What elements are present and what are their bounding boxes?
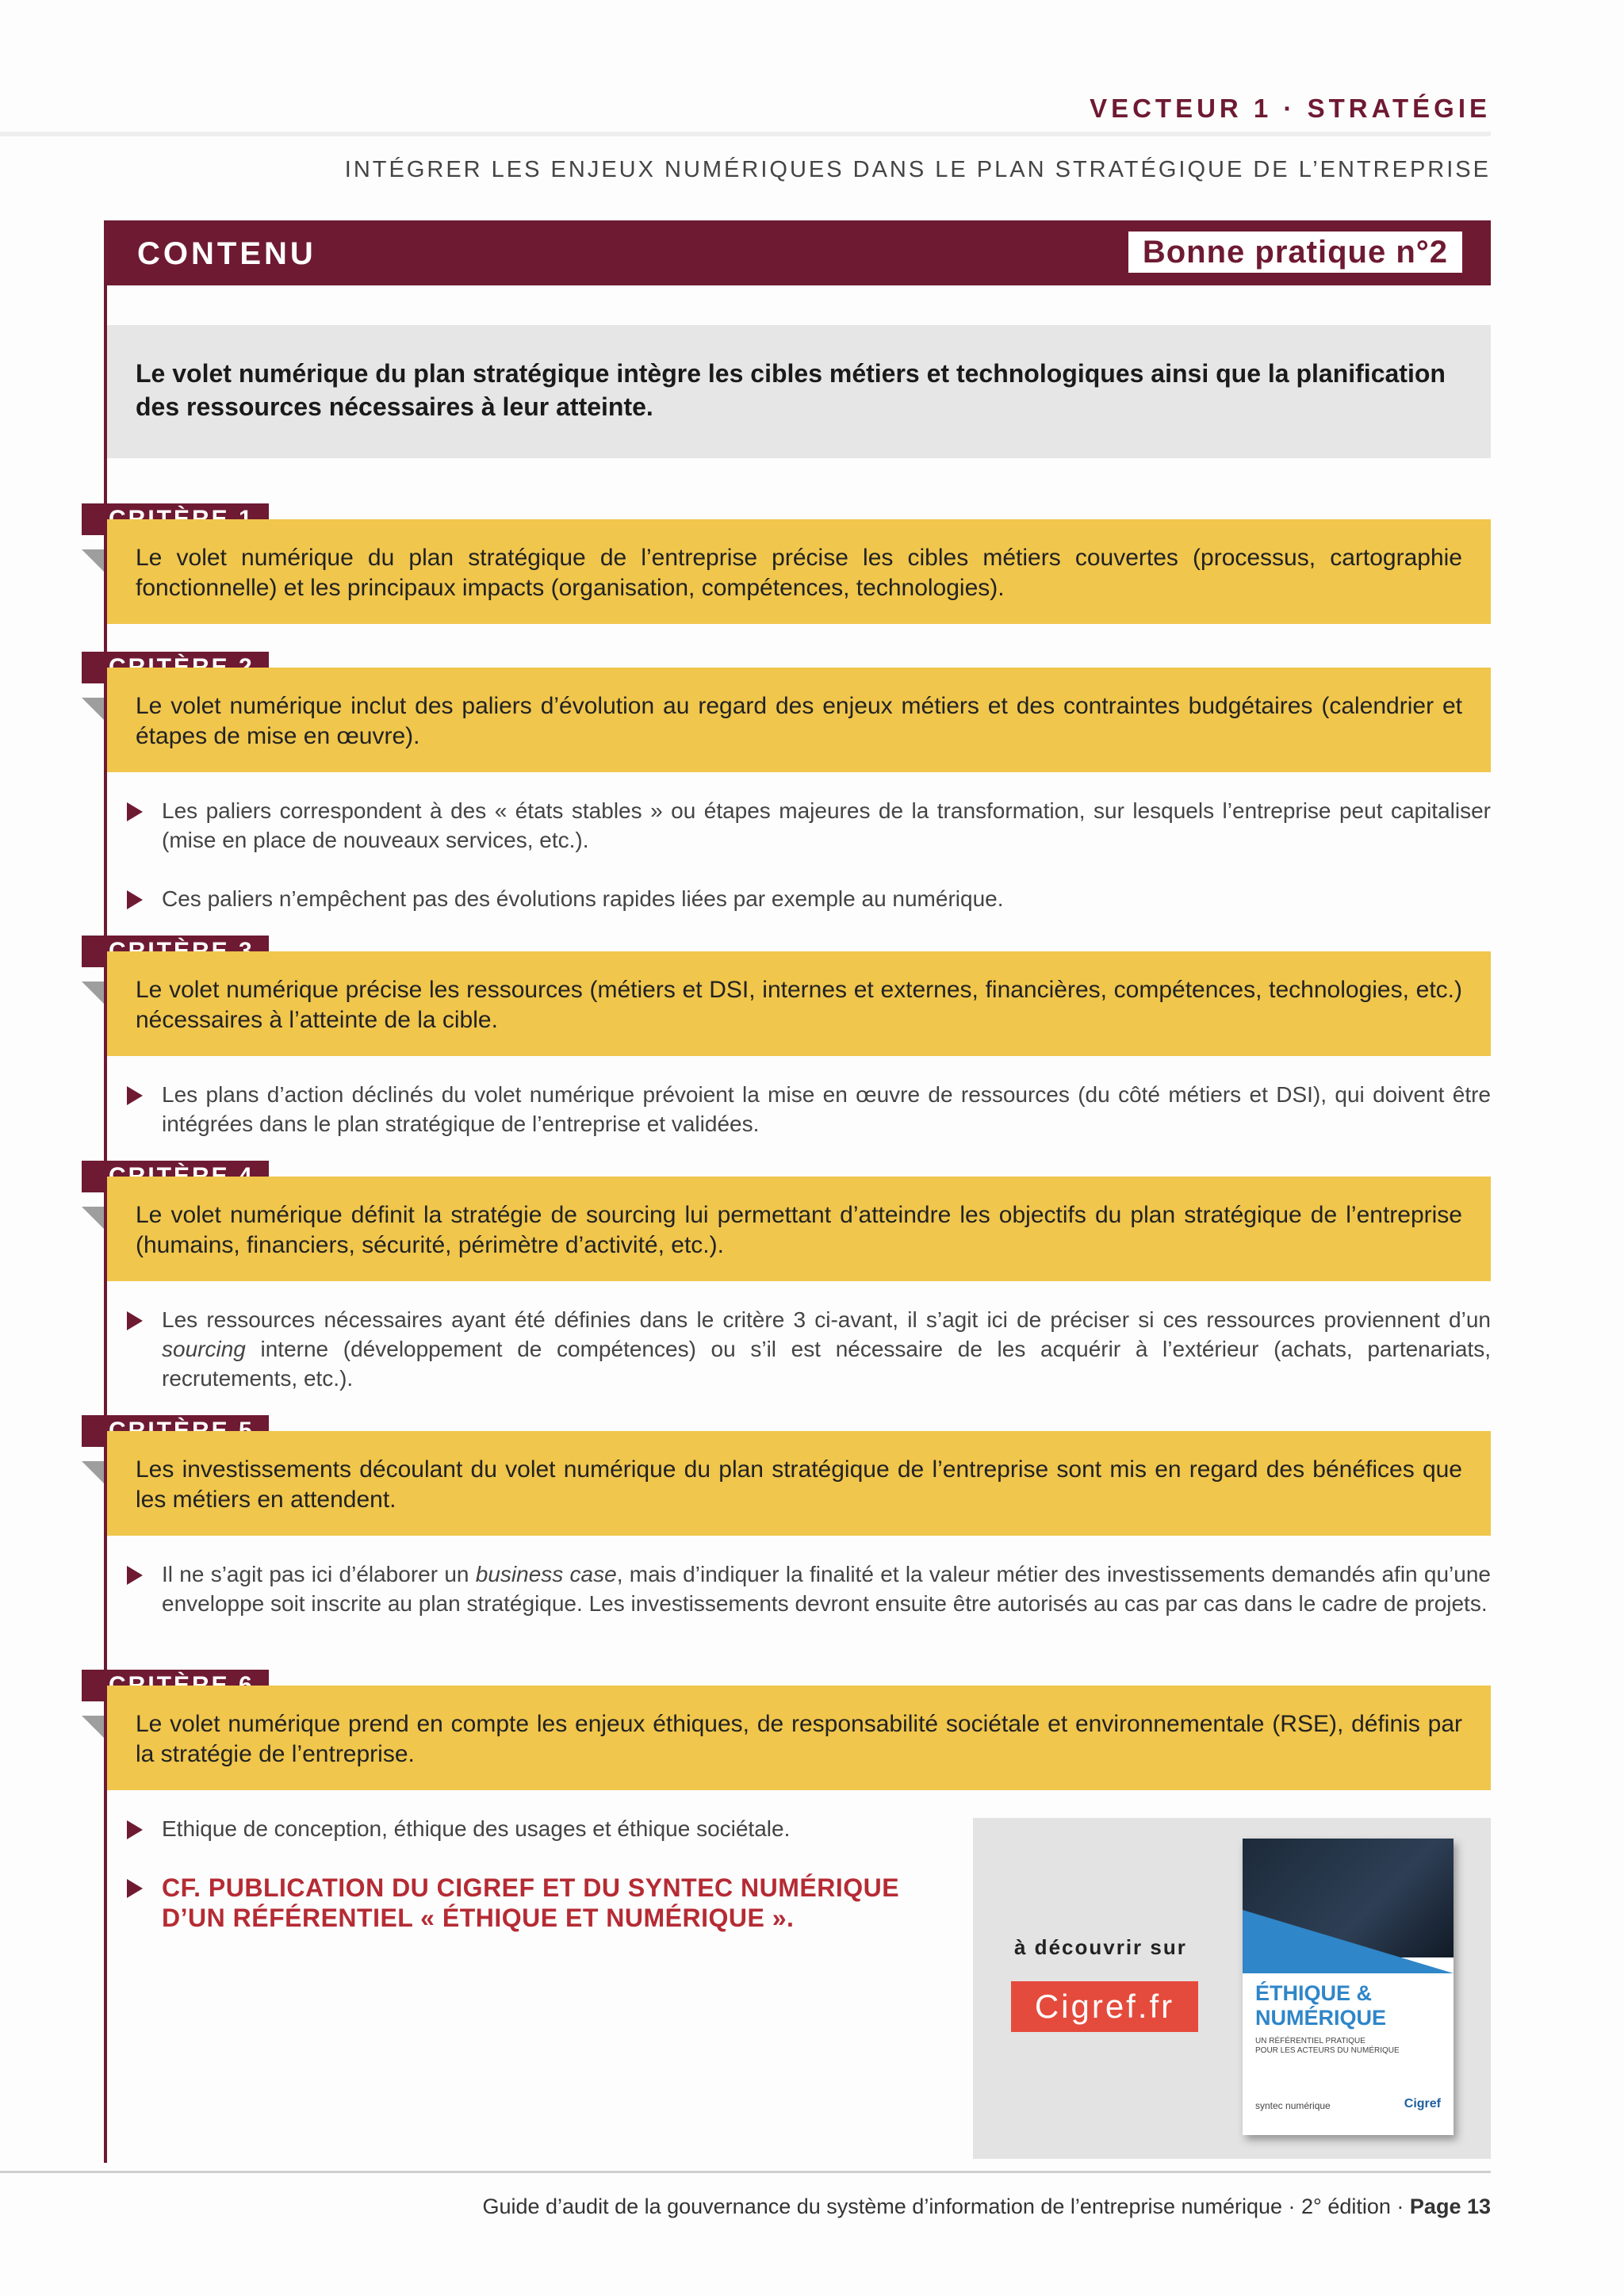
- contenu-title: CONTENU: [137, 236, 316, 271]
- book-subtitle: UN RÉFÉRENTIEL PRATIQUE POUR LES ACTEURS DU NUMÉRIQUE: [1255, 2037, 1400, 2055]
- footer-divider: [0, 2171, 1491, 2173]
- bullet-arrow-icon: [127, 1879, 143, 1898]
- cigref-link-button[interactable]: Cigref.fr: [1011, 1981, 1198, 2032]
- criterion-1-box: Le volet numérique du plan stratégique de l’entreprise précise les cibles métiers couvertes (processus, cartographie fonctionnelle) et les principaux impacts (organisation, compétences, technologies).: [107, 519, 1491, 624]
- criterion-3-bullet-1: Les plans d’action déclinés du volet numérique prévoient la mise en œuvre de ressources (du côté métiers et DSI), qui doivent être intégrées dans le plan stratégique de l’entreprise et validées.: [127, 1080, 1491, 1138]
- cigref-logo: Cigref: [1404, 2097, 1441, 2110]
- criterion-5-bullet-1: Il ne s’agit pas ici d’élaborer un business case, mais d’indiquer la finalité et la valeur métier des investissements demandés afin qu’une enveloppe soit inscrite au plan stratégique. Les investissements devront ensuite être autorisés au cas par cas dans le cadre de projets.: [127, 1559, 1491, 1618]
- page-subtitle: INTÉGRER LES ENJEUX NUMÉRIQUES DANS LE PLAN STRATÉGIQUE DE L’ENTREPRISE: [344, 157, 1491, 182]
- criterion-6-bullet-1: Ethique de conception, éthique des usages et éthique sociétale.: [127, 1814, 952, 1843]
- book-title: ÉTHIQUE & NUMÉRIQUE: [1255, 1981, 1387, 2030]
- intro-statement: Le volet numérique du plan stratégique intègre les cibles métiers et technologiques ainsi que la planification des ressources nécessaires à leur atteinte.: [107, 325, 1491, 458]
- page-number: Page 13: [1409, 2195, 1491, 2218]
- promo-label: à découvrir sur: [1014, 1935, 1187, 1959]
- criterion-4-fold: [82, 1207, 104, 1229]
- book-cover-wedge: [1243, 1910, 1454, 1973]
- section-vector-title: VECTEUR 1 · STRATÉGIE: [1090, 94, 1491, 123]
- bullet-arrow-icon: [127, 1566, 143, 1585]
- criterion-2-box: Le volet numérique inclut des paliers d’évolution au regard des enjeux métiers et des contraintes budgétaires (calendrier et étapes de mise en œuvre).: [107, 668, 1491, 772]
- bullet-arrow-icon: [127, 1086, 143, 1105]
- criterion-6-bullet-2: CF. PUBLICATION DU CIGREF ET DU SYNTEC NUMÉRIQUE D’UN RÉFÉRENTIEL « ÉTHIQUE ET NUMÉRIQUE ».: [127, 1873, 952, 1933]
- criterion-1-fold: [82, 549, 104, 572]
- criterion-2-bullet-2: Ces paliers n’empêchent pas des évolutions rapides liées par exemple au numérique.: [127, 884, 1491, 913]
- criterion-2-fold: [82, 698, 104, 720]
- best-practice-badge: Bonne pratique n°2: [1128, 232, 1462, 273]
- criterion-6-fold: [82, 1716, 104, 1738]
- bullet-arrow-icon: [127, 1311, 143, 1330]
- criterion-6-box: Le volet numérique prend en compte les enjeux éthiques, de responsabilité sociétale et environnementale (RSE), définis par la stratégie de l’entreprise.: [107, 1686, 1491, 1790]
- bullet-arrow-icon: [127, 1820, 143, 1839]
- criterion-5-fold: [82, 1461, 104, 1483]
- syntec-logo: syntec numérique: [1255, 2100, 1331, 2111]
- criterion-3-box: Le volet numérique précise les ressources (métiers et DSI, internes et externes, financières, compétences, technologies, etc.) nécessaires à l’atteinte de la cible.: [107, 951, 1491, 1056]
- book-cover[interactable]: [1243, 1839, 1454, 2135]
- criterion-4-box: Le volet numérique définit la stratégie de sourcing lui permettant d’atteindre les objectifs du plan stratégique de l’entreprise (humains, financiers, sécurité, périmètre d’activité, etc.).: [107, 1177, 1491, 1281]
- header-divider: [0, 132, 1491, 136]
- contenu-header-bar: [104, 220, 1491, 285]
- criterion-3-fold: [82, 982, 104, 1004]
- criterion-4-bullet-1: Les ressources nécessaires ayant été définies dans le critère 3 ci-avant, il s’agit ici de préciser si ces ressources proviennent d’un sourcing interne (développement de compétences) ou s’il est nécessaire de les acquérir à l’extérieur (achats, partenariats, recrutements, etc.).: [127, 1305, 1491, 1393]
- criterion-2-bullet-1: Les paliers correspondent à des « états stables » ou étapes majeures de la transformation, sur lesquels l’entreprise peut capitaliser (mise en place de nouveaux services, etc.).: [127, 796, 1491, 855]
- page-footer: Guide d’audit de la gouvernance du système d’information de l’entreprise numérique · 2° édition · Page 13: [482, 2195, 1491, 2218]
- bullet-arrow-icon: [127, 802, 143, 821]
- publication-promo: [973, 1818, 1491, 2159]
- bullet-arrow-icon: [127, 890, 143, 909]
- criterion-5-box: Les investissements découlant du volet numérique du plan stratégique de l’entreprise sont mis en regard des bénéfices que les métiers en attendent.: [107, 1431, 1491, 1536]
